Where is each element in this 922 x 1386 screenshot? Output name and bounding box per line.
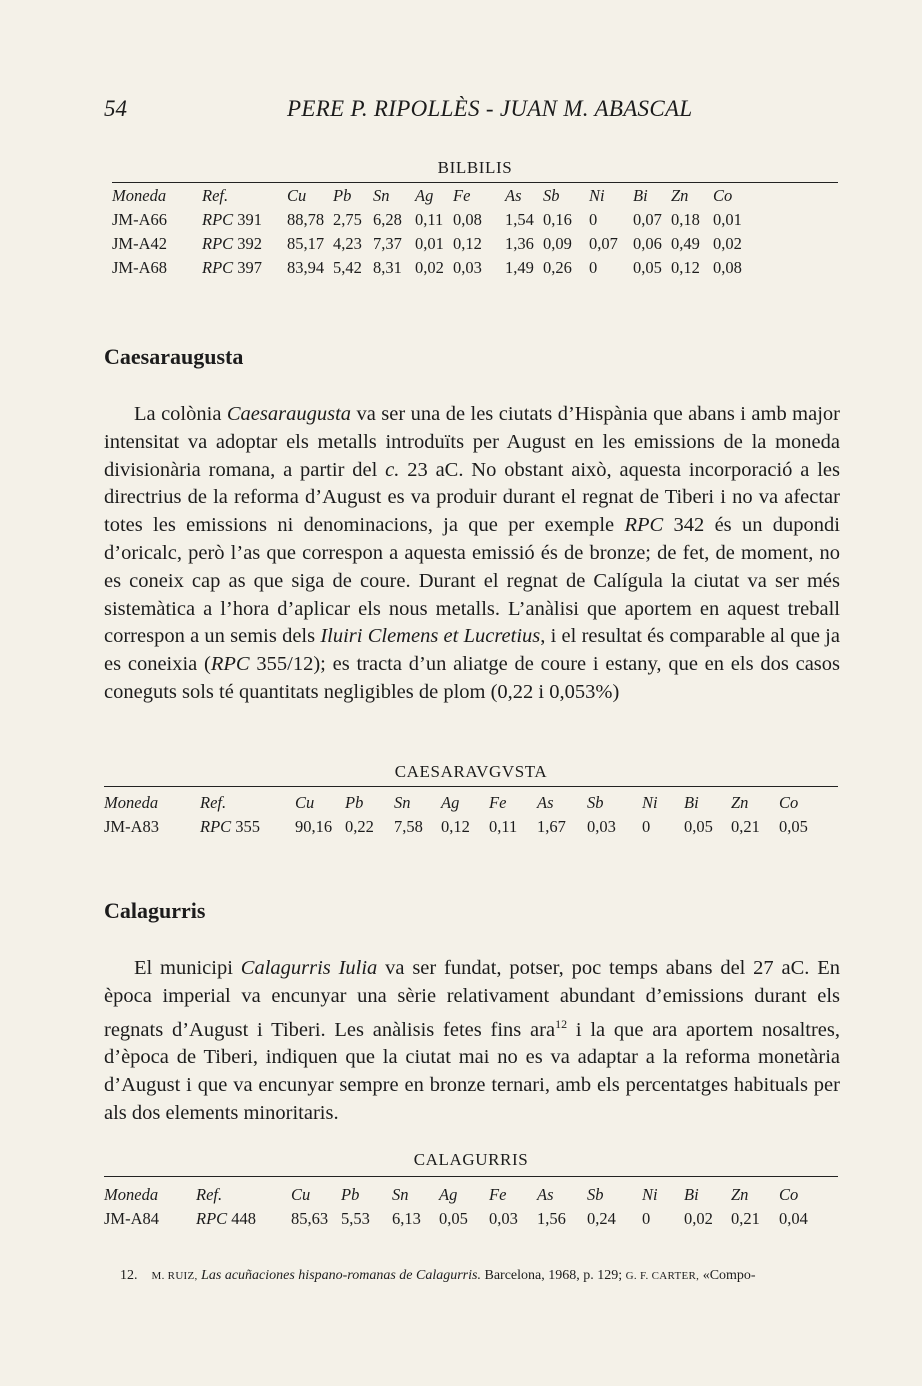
value-cell: 0,12: [453, 234, 482, 253]
value-cell: 0,24: [587, 1209, 616, 1228]
body-paragraph: La colònia Caesaraugusta va ser una de les ciutats d’Hispània que abans i amb major intensitat va adoptar els metalls introduïts per August en les emissions de la moneda divisionària romana, a partir del c. 23 aC. No obstant això, aquesta incorporació a les directrius de la reforma d’August es va produir durant el regnat de Tiberi i no va afectar totes les emissions ni denominacions, ja que per exemple RPC 342 és un dupondi d’oricalc, però l’as que correspon a aquesta emissió és de bronze; de fet, de moment, no es coneix cap as que siga de coure. Durant el regnat de Calígula la ciutat va ser més sistemàtica a l’hora d’aplicar els nous metalls. L’anàlisi que aportem en aquest treball correspon a un semis dels Iluiri Clemens et Lucretius, i el resultat és comparable al que ja es coneixia (RPC 355/12); es tracta d’un aliatge de coure i estany, que en els dos casos coneguts sols té quantitats negligibles de plom (0,22 i 0,053%): [104, 403, 840, 703]
value-cell: 88,78: [287, 210, 325, 229]
column-header: Fe: [489, 793, 507, 812]
column-header: Bi: [684, 1185, 699, 1204]
composition-table: [112, 184, 838, 280]
value-cell: 0,21: [731, 817, 760, 836]
column-header: As: [537, 793, 554, 812]
header-row: [112, 184, 838, 208]
column-header: Sn: [373, 186, 390, 205]
column-header: Bi: [684, 793, 699, 812]
column-header: Sn: [392, 1185, 409, 1204]
page-number: 54: [104, 96, 127, 121]
section-heading: Calagurris: [104, 898, 206, 923]
value-cell: 0: [642, 817, 651, 836]
running-title: PERE P. RIPOLLÈS - JUAN M. ABASCAL: [287, 96, 693, 121]
value-cell: 0,01: [713, 210, 742, 229]
table-row: [112, 232, 838, 256]
value-cell: 0,11: [415, 210, 444, 229]
value-cell: 0: [589, 258, 598, 277]
footnote-publication: Barcelona, 1968, p. 129;: [480, 1268, 626, 1283]
value-cell: 0,09: [543, 234, 572, 253]
value-cell: 1,49: [505, 258, 534, 277]
value-cell: 0,02: [713, 234, 742, 253]
value-cell: 0,49: [671, 234, 700, 253]
column-header: Cu: [295, 793, 315, 812]
reference-cell: RPC 448: [196, 1209, 257, 1228]
value-cell: 6,28: [373, 210, 402, 229]
column-header: Sb: [543, 186, 560, 205]
footnote-number: 12.: [120, 1268, 138, 1283]
column-header: Zn: [731, 1185, 749, 1204]
value-cell: 1,56: [537, 1209, 566, 1228]
column-header: Co: [779, 793, 799, 812]
column-header: Moneda: [112, 186, 167, 205]
column-header: Moneda: [104, 1185, 159, 1204]
table-row: [104, 815, 838, 839]
value-cell: 0,02: [415, 258, 444, 277]
value-cell: 0,05: [633, 258, 662, 277]
footnote-continuation: «Compo-: [699, 1268, 756, 1283]
section-heading: Caesaraugusta: [104, 344, 244, 369]
reference-cell: RPC 391: [202, 210, 263, 229]
column-header: Pb: [333, 186, 352, 205]
table-caption: BILBILIS: [437, 158, 513, 177]
coin-id-cell: JM-A84: [104, 1209, 160, 1228]
header-row: [104, 1183, 838, 1207]
value-cell: 85,17: [287, 234, 325, 253]
column-header: Bi: [633, 186, 648, 205]
value-cell: 0,05: [684, 817, 713, 836]
column-header: Fe: [489, 1185, 507, 1204]
column-header: Pb: [345, 793, 364, 812]
footnote-author: G. F. CARTER,: [625, 1270, 700, 1282]
column-header: Sb: [587, 1185, 604, 1204]
reference-cell: RPC 392: [202, 234, 263, 253]
value-cell: 5,53: [341, 1209, 370, 1228]
value-cell: 4,23: [333, 234, 362, 253]
value-cell: 7,58: [394, 817, 423, 836]
reference-cell: RPC 355: [200, 817, 261, 836]
column-header: Co: [779, 1185, 799, 1204]
value-cell: 0: [589, 210, 598, 229]
value-cell: 0,11: [489, 817, 518, 836]
value-cell: 0,05: [779, 817, 808, 836]
table-caption: CAESARAVGVSTA: [394, 762, 548, 781]
column-header: Fe: [453, 186, 471, 205]
value-cell: 0,12: [671, 258, 700, 277]
column-header: As: [505, 186, 522, 205]
value-cell: 0,03: [587, 817, 616, 836]
value-cell: 8,31: [373, 258, 402, 277]
value-cell: 0,16: [543, 210, 572, 229]
column-header: Ag: [439, 1185, 458, 1204]
column-header: Ref.: [200, 793, 227, 812]
column-header: Pb: [341, 1185, 360, 1204]
column-header: Ag: [441, 793, 460, 812]
value-cell: 0,26: [543, 258, 572, 277]
header-row: [104, 791, 838, 815]
composition-table: [104, 1183, 838, 1231]
column-header: Ref.: [196, 1185, 223, 1204]
calagurris-table: [104, 1150, 838, 1230]
column-header: Ni: [589, 186, 605, 205]
column-header: Co: [713, 186, 733, 205]
column-header: Cu: [287, 186, 307, 205]
caesaraugusta-table: [104, 762, 838, 842]
body-paragraph: El municipi Calagurris Iulia va ser fundat, potser, poc temps abans del 27 aC. En època imperial va encunyar una sèrie relativament abundant d’emissions durant els regnats d’August i Tiberi. Les anàlisis fetes fins ara$^{12}$ i la que ara aportem nosaltres, d’època de Tiberi, indiquen que la ciutat mai no es va adaptar a la reforma monetària d’August i que va encunyar sempre en bronze ternari, amb els percentatges habituals per als dos elements minoritaris.: [104, 957, 841, 1124]
column-header: Cu: [291, 1185, 311, 1204]
reference-cell: RPC 397: [202, 258, 263, 277]
value-cell: 0,07: [589, 234, 618, 253]
coin-id-cell: JM-A83: [104, 817, 160, 836]
value-cell: 0,02: [684, 1209, 713, 1228]
column-header: Sb: [587, 793, 604, 812]
value-cell: 0: [642, 1209, 651, 1228]
value-cell: 0,03: [489, 1209, 518, 1228]
coin-id-cell: JM-A66: [112, 210, 168, 229]
value-cell: 1,36: [505, 234, 534, 253]
table-row: [112, 208, 838, 232]
column-header: Moneda: [104, 793, 159, 812]
table-row: [112, 256, 838, 280]
table-rule: [104, 1176, 838, 1177]
value-cell: 7,37: [373, 234, 402, 253]
table-row: [104, 1207, 838, 1231]
value-cell: 0,07: [633, 210, 662, 229]
table-rule: [112, 182, 838, 183]
value-cell: 2,75: [333, 210, 362, 229]
value-cell: 85,63: [291, 1209, 329, 1228]
value-cell: 0,22: [345, 817, 374, 836]
value-cell: 0,08: [713, 258, 742, 277]
value-cell: 0,05: [439, 1209, 468, 1228]
footnote-title: Las acuñaciones hispano-romanas de Calagurris.: [201, 1268, 481, 1283]
bilbilis-table: [112, 158, 838, 288]
table-rule: [104, 786, 838, 787]
value-cell: 1,54: [505, 210, 534, 229]
value-cell: 0,04: [779, 1209, 808, 1228]
column-header: Ni: [642, 793, 658, 812]
value-cell: 0,06: [633, 234, 662, 253]
composition-table: [104, 791, 838, 839]
value-cell: 0,08: [453, 210, 482, 229]
coin-id-cell: JM-A42: [112, 234, 168, 253]
column-header: Ag: [415, 186, 434, 205]
footnote: [120, 1268, 840, 1284]
value-cell: 6,13: [392, 1209, 421, 1228]
value-cell: 90,16: [295, 817, 333, 836]
column-header: Ni: [642, 1185, 658, 1204]
column-header: Sn: [394, 793, 411, 812]
value-cell: 0,18: [671, 210, 700, 229]
value-cell: 0,21: [731, 1209, 760, 1228]
value-cell: 83,94: [287, 258, 325, 277]
value-cell: 0,01: [415, 234, 444, 253]
coin-id-cell: JM-A68: [112, 258, 168, 277]
footnote-author: M. RUIZ,: [151, 1270, 198, 1282]
value-cell: 0,03: [453, 258, 482, 277]
column-header: Zn: [671, 186, 689, 205]
value-cell: 1,67: [537, 817, 566, 836]
column-header: Zn: [731, 793, 749, 812]
column-header: As: [537, 1185, 554, 1204]
value-cell: 5,42: [333, 258, 362, 277]
table-caption: CALAGURRIS: [413, 1150, 529, 1169]
running-header: [104, 96, 844, 126]
column-header: Ref.: [202, 186, 229, 205]
value-cell: 0,12: [441, 817, 470, 836]
